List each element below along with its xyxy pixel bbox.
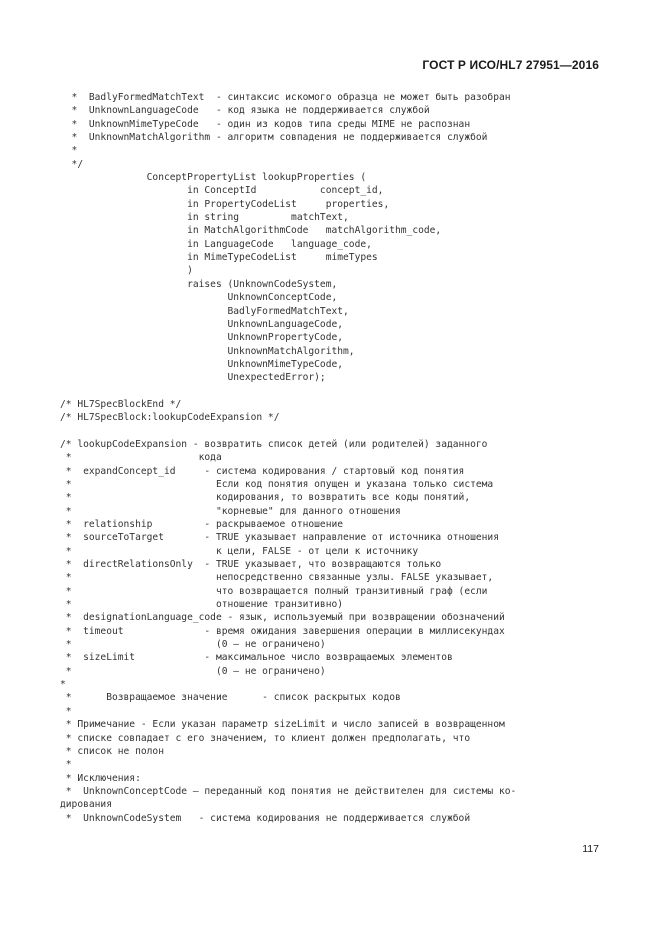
code-line: *	[60, 705, 72, 717]
page-number: 117	[582, 843, 599, 855]
code-line: * UnknownLanguageCode - код языка не поддерживается службой	[60, 105, 430, 117]
code-line: * directRelationsOnly - TRUE указывает, что возвращаются только	[60, 559, 442, 571]
code-line: * Если код понятия опущен и указана только система	[60, 478, 494, 490]
code-line: *	[60, 145, 78, 157]
code-line: * отношение транзитивно)	[60, 599, 344, 611]
code-line: UnknownPropertyCode,	[60, 332, 344, 344]
code-line: UnexpectedError);	[60, 372, 326, 384]
code-line	[60, 425, 620, 438]
code-line: * Возвращаемое значение - список раскрытых кодов	[60, 692, 401, 704]
code-line: /* HL7SpecBlockEnd */	[60, 398, 182, 410]
code-line: дирования	[60, 799, 112, 811]
code-line: * sizeLimit - максимальное число возвращаемых элементов	[60, 652, 453, 664]
code-line: ConceptPropertyList lookupProperties (	[60, 172, 367, 184]
code-line: * Исключения:	[60, 772, 141, 784]
code-line: in MatchAlgorithmCode matchAlgorithm_code,	[60, 225, 442, 237]
code-line: * список не полон	[60, 745, 164, 757]
code-line: * sourceToTarget - TRUE указывает направление от источника отношения	[60, 532, 499, 544]
code-line: * (0 — не ограничено)	[60, 639, 326, 651]
code-line: )	[60, 265, 193, 277]
standard-header: ГОСТ Р ИСО/HL7 27951—2016	[422, 58, 599, 72]
code-line: * timeout - время ожидания завершения операции в миллисекундах	[60, 625, 505, 637]
code-line: /* lookupCodeExpansion - возвратить список детей (или родителей) заданного	[60, 438, 488, 450]
code-line: * UnknownConceptCode — переданный код понятия не действителен для системы ко-	[60, 785, 517, 797]
code-line: in LanguageCode language_code,	[60, 238, 372, 250]
code-line	[60, 385, 620, 398]
code-line: in MimeTypeCodeList mimeTypes	[60, 252, 378, 264]
code-line: in PropertyCodeList properties,	[60, 198, 390, 210]
code-line: in string matchText,	[60, 212, 349, 224]
code-line: * к цели, FALSE - от цели к источнику	[60, 545, 419, 557]
code-line: * кода	[60, 452, 222, 464]
code-line: UnknownLanguageCode,	[60, 318, 344, 330]
code-line: * designationLanguage_code - язык, используемый при возвращении обозначений	[60, 612, 505, 624]
code-line: UnknownMimeTypeCode,	[60, 358, 344, 370]
code-line: raises (UnknownCodeSystem,	[60, 278, 338, 290]
code-listing	[60, 91, 620, 825]
code-line: * что возвращается полный транзитивный граф (если	[60, 585, 488, 597]
code-line: UnknownConceptCode,	[60, 292, 338, 304]
code-line: BadlyFormedMatchText,	[60, 305, 349, 317]
code-line: *	[60, 759, 72, 771]
code-line: in ConceptId concept_id,	[60, 185, 384, 197]
code-line: * UnknownMatchAlgorithm - алгоритм совпадения не поддерживается службой	[60, 132, 488, 144]
code-line: * expandConcept_id - система кодирования / стартовый код понятия	[60, 465, 465, 477]
code-line: * списке совпадает с его значением, то клиент должен предполагать, что	[60, 732, 471, 744]
code-line: * "корневые" для данного отношения	[60, 505, 401, 517]
code-line: * (0 — не ограничено)	[60, 665, 326, 677]
code-line: * Примечание - Если указан параметр sizeLimit и число записей в возвращенном	[60, 719, 505, 731]
code-line: UnknownMatchAlgorithm,	[60, 345, 355, 357]
code-line: * кодирования, то возвратить все коды понятий,	[60, 492, 471, 504]
code-line: /* HL7SpecBlock:lookupCodeExpansion */	[60, 412, 280, 424]
code-line: * непосредственно связанные узлы. FALSE указывает,	[60, 572, 494, 584]
code-line: * BadlyFormedMatchText - синтаксис искомого образца не может быть разобран	[60, 92, 511, 103]
code-line: * UnknownCodeSystem - система кодирования не поддерживается службой	[60, 812, 471, 824]
code-line: * UnknownMimeTypeCode - один из кодов типа среды MIME не распознан	[60, 118, 471, 130]
code-line: *	[60, 679, 66, 691]
code-line: */	[60, 158, 84, 170]
code-line: * relationship - раскрываемое отношение	[60, 519, 344, 530]
